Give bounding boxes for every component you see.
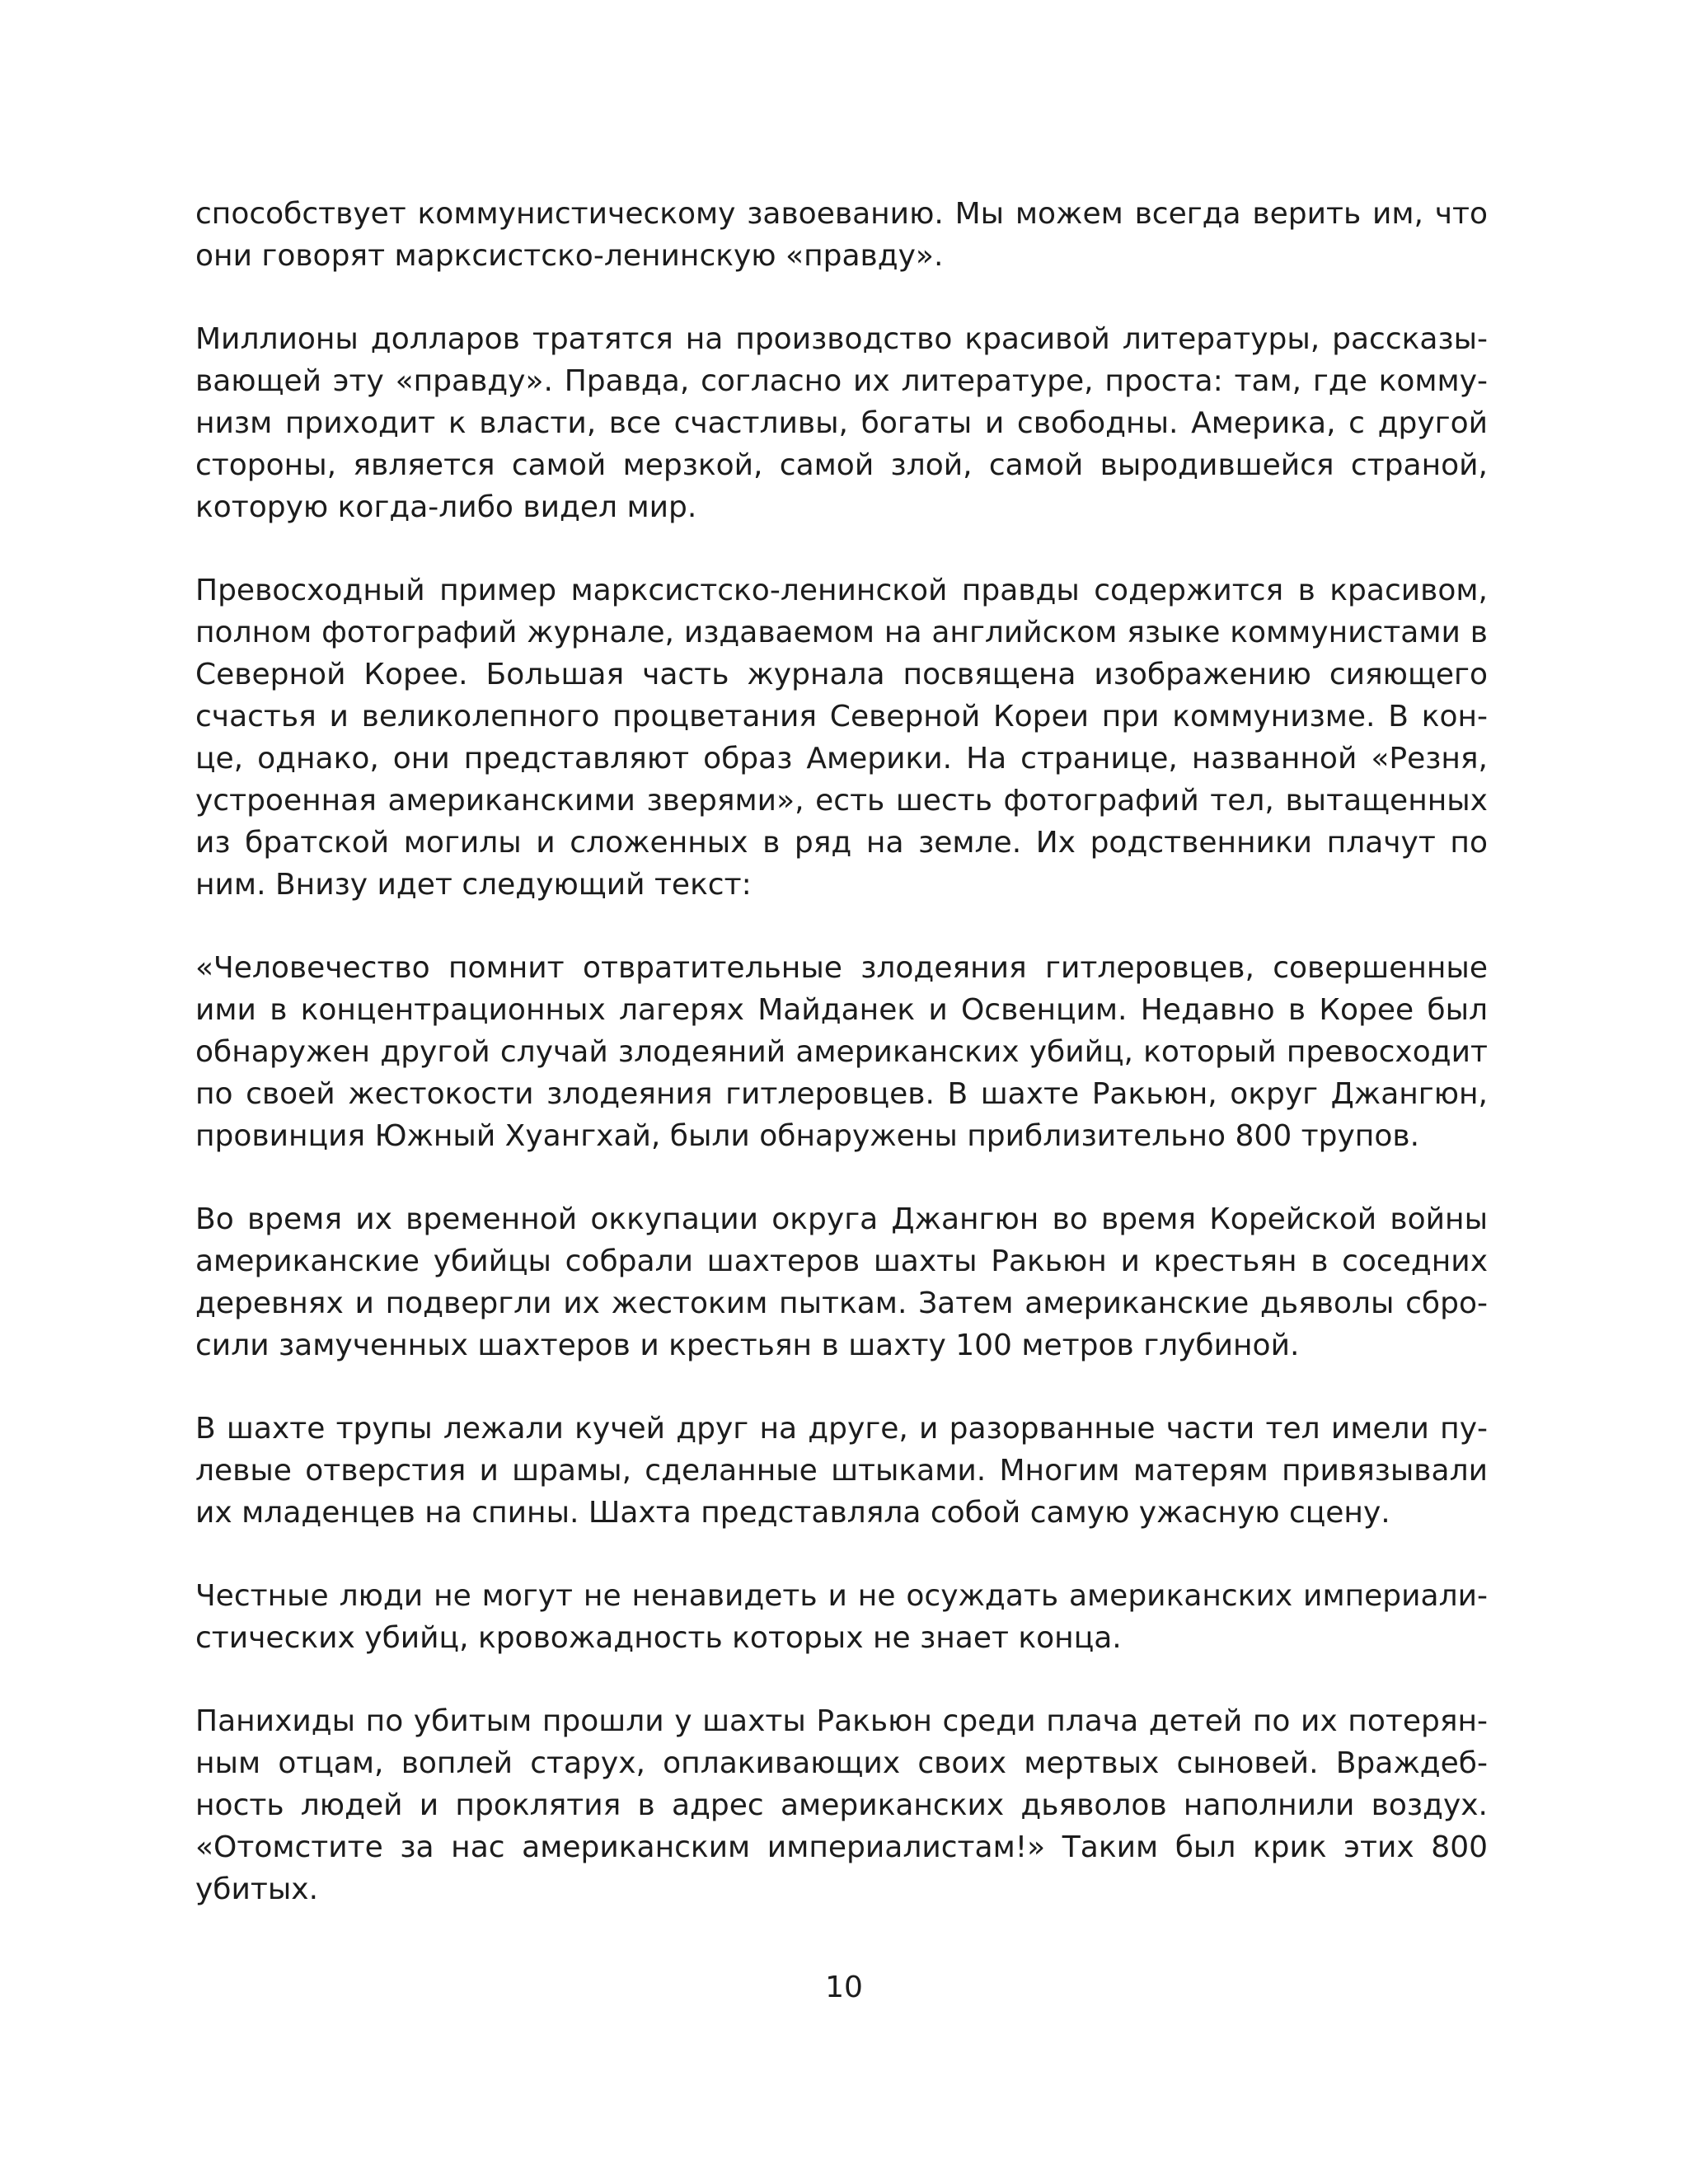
text-body xyxy=(195,193,1488,1952)
text-line: устроенная американскими зверями», есть шесть фотографий тел, вытащенных xyxy=(195,784,1488,818)
text-line: ним. Внизу идет следующий текст: xyxy=(195,868,752,902)
text-line: обнаружен другой случай злодеяний американских убийц, который превосходит xyxy=(195,1035,1488,1069)
text-line: стических убийц, кровожадность которых не знает конца. xyxy=(195,1621,1122,1655)
text-line: Во время их временной оккупации округа Джангюн во время Корейской войны xyxy=(195,1202,1488,1236)
text-line: ими в концентрационных лагерях Майданек и Освенцим. Недавно в Корее был xyxy=(195,993,1488,1027)
page-number: 10 xyxy=(825,1971,863,2004)
text-line: счастья и великолепного процветания Северной Кореи при коммунизме. В кон- xyxy=(195,700,1488,733)
text-line: стороны, является самой мерзкой, самой злой, самой выродившейся страной, xyxy=(195,448,1488,482)
text-line: которую когда-либо видел мир. xyxy=(195,490,697,524)
paragraph-1 xyxy=(195,193,1488,277)
paragraph-8 xyxy=(195,1700,1488,1910)
text-line: ным отцам, воплей старух, оплакивающих своих мертвых сыновей. Враждеб- xyxy=(195,1746,1488,1780)
text-line: левые отверстия и шрамы, сделанные штыками. Многим матерям привязывали xyxy=(195,1454,1488,1488)
text-line: Превосходный пример марксистско-ленинской правды содержится в красивом, xyxy=(195,574,1488,607)
text-line: В шахте трупы лежали кучей друг на друге, и разорванные части тел имели пу- xyxy=(195,1412,1488,1446)
paragraph-7 xyxy=(195,1575,1488,1659)
text-line: низм приходит к власти, все счастливы, богаты и свободны. Америка, с другой xyxy=(195,406,1488,440)
text-line: це, однако, они представляют образ Америки. На странице, названной «Резня, xyxy=(195,742,1488,776)
text-line: полном фотографий журнале, издаваемом на английском языке коммунистами в xyxy=(195,616,1488,649)
text-line: из братской могилы и сложенных в ряд на земле. Их родственники плачут по xyxy=(195,826,1488,860)
paragraph-6 xyxy=(195,1408,1488,1534)
text-line: Северной Корее. Большая часть журнала посвящена изображению сияющего xyxy=(195,658,1488,691)
text-line: сили замученных шахтеров и крестьян в шахту 100 метров глубиной. xyxy=(195,1329,1300,1362)
paragraph-3 xyxy=(195,569,1488,906)
text-line: Честные люди не могут не ненавидеть и не осуждать американских империали- xyxy=(195,1579,1488,1613)
text-line: их младенцев на спины. Шахта представляла собой самую ужасную сцену. xyxy=(195,1496,1390,1530)
paragraph-5 xyxy=(195,1198,1488,1366)
text-line: «Человечество помнит отвратительные злодеяния гитлеровцев, совершенные xyxy=(195,951,1488,985)
text-line: они говорят марксистско-ленинскую «правду». xyxy=(195,239,944,273)
text-line: убитых. xyxy=(195,1872,319,1906)
text-line: «Отомстите за нас американским империалистам!» Таким был крик этих 800 xyxy=(195,1830,1488,1864)
text-line: провинция Южный Хуангхай, были обнаружены приблизительно 800 трупов. xyxy=(195,1119,1420,1153)
text-line: Панихиды по убитым прошли у шахты Ракьюн среди плача детей по их потерян- xyxy=(195,1704,1488,1738)
text-line: вающей эту «правду». Правда, согласно их литературе, проста: там, где комму- xyxy=(195,364,1488,398)
text-line: деревнях и подвергли их жестоким пыткам. Затем американские дьяволы сбро- xyxy=(195,1286,1488,1320)
paragraph-2 xyxy=(195,318,1488,528)
text-line: способствует коммунистическому завоеванию. Мы можем всегда верить им, что xyxy=(195,197,1488,231)
text-line: Миллионы долларов тратятся на производство красивой литературы, рассказы- xyxy=(195,322,1488,356)
text-line: по своей жестокости злодеяния гитлеровцев. В шахте Ракьюн, округ Джангюн, xyxy=(195,1077,1488,1111)
paragraph-4 xyxy=(195,947,1488,1157)
text-line: американские убийцы собрали шахтеров шахты Ракьюн и крестьян в соседних xyxy=(195,1244,1488,1278)
text-line: ность людей и проклятия в адрес американских дьяволов наполнили воздух. xyxy=(195,1788,1488,1822)
